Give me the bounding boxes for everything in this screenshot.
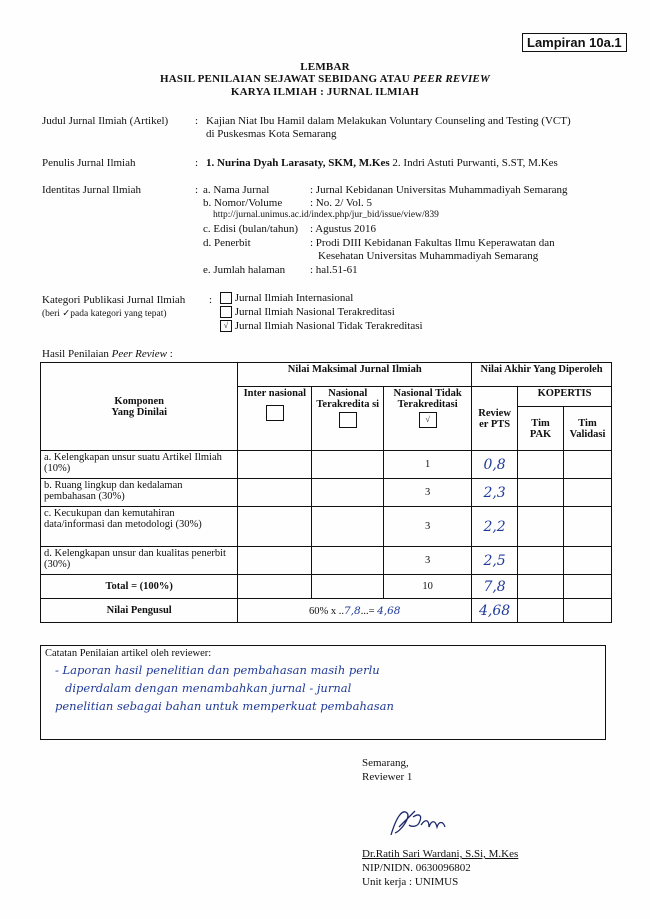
checkbox-internasional[interactable]: [220, 292, 232, 304]
row-c-score[interactable]: 2,2: [472, 507, 518, 547]
penerbit-value-2: Kesehatan Universitas Muhammadiyah Semarang: [318, 250, 539, 262]
row-b-score[interactable]: 2,3: [472, 479, 518, 507]
header-tim-pak: Tim PAK: [518, 407, 564, 451]
kategori-option-1-label: Jurnal Ilmiah Internasional: [234, 292, 354, 304]
catatan-line-3: penelitian sebagai bahan untuk memperkuat pembahasan: [55, 699, 394, 713]
sign-city: Semarang,: [362, 757, 409, 769]
pengusul-score[interactable]: 4,68: [472, 599, 518, 623]
judul-value-1: Kajian Niat Ibu Hamil dalam Melakukan Voluntary Counseling and Testing (VCT): [206, 115, 571, 127]
checkbox-table-tidak[interactable]: √: [419, 412, 437, 428]
row-d-validasi: [563, 547, 611, 575]
pengusul-pak: [518, 599, 564, 623]
catatan-box[interactable]: [40, 645, 606, 740]
edisi-key: c. Edisi (bulan/tahun): [203, 223, 299, 235]
penulis-2: 2. Indri Astuti Purwanti, S.ST, M.Kes: [389, 157, 558, 169]
pengusul-formula: [238, 599, 472, 623]
pengusul-formula-d: 4,68: [377, 604, 401, 617]
row-d-pak: [518, 547, 564, 575]
header-nilai-akhir: Nilai Akhir Yang Diperoleh: [472, 363, 612, 387]
nomor-key: b. Nomor/Volume: [203, 197, 283, 209]
total-row: [41, 575, 612, 599]
catatan-line-2: diperdalam dengan menambahkan jurnal - jurnal: [65, 681, 352, 695]
total-validasi: [563, 575, 611, 599]
halaman-value: : hal.51-61: [310, 264, 358, 276]
row-d-score[interactable]: 2,5: [472, 547, 518, 575]
header-komponen: [41, 363, 238, 451]
header-nasional: [312, 387, 384, 451]
header-tidak-terakreditasi: [384, 387, 472, 451]
row-a-pak: [518, 451, 564, 479]
inter-label: Inter nasional: [243, 388, 307, 399]
row-b-pak: [518, 479, 564, 507]
hasil-label-a: Hasil Penilaian: [42, 348, 112, 360]
row-d-nas: [312, 547, 384, 575]
title-2-text: HASIL PENILAIAN SEJAWAT SEBIDANG ATAU: [160, 73, 413, 85]
penilaian-table: [40, 362, 612, 623]
sign-name: Dr.Ratih Sari Wardani, S.Si, M.Kes: [362, 848, 519, 860]
tidak-label: Nasional Tidak Terakreditasi: [393, 388, 462, 410]
catatan-label: Catatan Penilaian artikel oleh reviewer:: [45, 648, 212, 659]
kategori-option-1[interactable]: [220, 292, 353, 304]
total-nas: [312, 575, 384, 599]
row-b-inter: [238, 479, 312, 507]
table-row: [41, 479, 612, 507]
judul-label: Judul Jurnal Ilmiah (Artikel): [42, 115, 169, 127]
identitas-label: Identitas Jurnal Ilmiah: [42, 184, 141, 196]
pengusul-formula-c: ...=: [360, 605, 378, 617]
kategori-option-2[interactable]: [220, 306, 395, 318]
pengusul-row: [41, 599, 612, 623]
catatan-line-1: - Laporan hasil penelitian dan pembahasan masih perlu: [55, 663, 380, 677]
total-inter: [238, 575, 312, 599]
row-b-max: 3: [384, 479, 472, 507]
row-a-validasi: [563, 451, 611, 479]
halaman-key: e. Jumlah halaman: [203, 264, 286, 276]
total-max: 10: [384, 575, 472, 599]
pengusul-formula-a: 60% x ..: [308, 605, 344, 617]
jurnal-url: http://jurnal.unimus.ac.id/index.php/jur_bid/issue/view/839: [213, 210, 439, 220]
row-a-nas: [312, 451, 384, 479]
hasil-label: [42, 348, 173, 360]
kategori-option-3-label: Jurnal Ilmiah Nasional Tidak Terakreditasi: [234, 320, 423, 332]
header-internasional: [238, 387, 312, 451]
row-a-label: a. Kelengkapan unsur suatu Artikel Ilmiah (10%): [41, 451, 238, 479]
total-label: Total = (100%): [41, 575, 238, 599]
identitas-colon: :: [195, 184, 199, 196]
row-b-validasi: [563, 479, 611, 507]
doc-title-3: KARYA ILMIAH : JURNAL ILMIAH: [230, 86, 420, 98]
title-2-italic: PEER REVIEW: [412, 73, 490, 85]
row-d-inter: [238, 547, 312, 575]
nas-label: Nasional Terakredita si: [316, 388, 380, 410]
row-c-validasi: [563, 507, 611, 547]
table-row: [41, 547, 612, 575]
pengusul-formula-b: 7,8: [343, 604, 361, 617]
header-tim-validasi: Tim Validasi: [563, 407, 611, 451]
kategori-label: Kategori Publikasi Jurnal Ilmiah: [42, 294, 186, 306]
kategori-option-3[interactable]: [220, 320, 423, 332]
penerbit-key: d. Penerbit: [203, 237, 251, 249]
sign-role: Reviewer 1: [362, 771, 413, 783]
penulis-label: Penulis Jurnal Ilmiah: [42, 157, 136, 169]
total-pak: [518, 575, 564, 599]
checkbox-table-nasional[interactable]: [339, 412, 357, 428]
penulis-value: [206, 157, 558, 169]
row-a-score[interactable]: 0,8: [472, 451, 518, 479]
pengusul-validasi: [563, 599, 611, 623]
header-nilai-maks: Nilai Maksimal Jurnal Ilmiah: [238, 363, 472, 387]
kategori-hint: (beri ✓pada kategori yang tepat): [42, 309, 167, 319]
pengusul-label: Nilai Pengusul: [41, 599, 238, 623]
nama-jurnal-key: a. Nama Jurnal: [203, 184, 270, 196]
doc-title-1: LEMBAR: [300, 61, 350, 73]
lampiran-label: Lampiran 10a.1: [522, 33, 627, 52]
penulis-colon: :: [195, 157, 199, 169]
sign-unit: Unit kerja : UNIMUS: [362, 876, 459, 888]
sign-nip: NIP/NIDN. 0630096802: [362, 862, 471, 874]
nama-jurnal-value: : Jurnal Kebidanan Universitas Muhammadiyah Semarang: [310, 184, 568, 196]
row-d-max: 3: [384, 547, 472, 575]
row-d-label: d. Kelengkapan unsur dan kualitas penerbit (30%): [41, 547, 238, 575]
row-c-pak: [518, 507, 564, 547]
row-a-max: 1: [384, 451, 472, 479]
row-c-nas: [312, 507, 384, 547]
edisi-value: : Agustus 2016: [310, 223, 377, 235]
kategori-colon: :: [209, 294, 213, 306]
hasil-label-b: Peer Review: [111, 348, 167, 360]
row-c-max: 3: [384, 507, 472, 547]
header-kopertis: KOPERTIS: [518, 387, 612, 407]
judul-colon: :: [195, 115, 199, 127]
checkbox-tidak-terakreditasi[interactable]: √: [220, 320, 232, 332]
judul-value-2: di Puskesmas Kota Semarang: [206, 128, 337, 140]
yang-dinilai-label: Yang Dinilai: [111, 406, 168, 418]
row-c-label: c. Kecukupan dan kemutahiran data/informasi dan metodologi (30%): [41, 507, 238, 547]
komponen-label: Komponen: [114, 395, 164, 407]
row-b-label: b. Ruang lingkup dan kedalaman pembahasan (30%): [41, 479, 238, 507]
checkbox-table-inter[interactable]: [266, 405, 284, 421]
doc-title-2: [0, 73, 650, 85]
penerbit-value: : Prodi DIII Kebidanan Fakultas Ilmu Keperawatan dan: [310, 237, 555, 249]
row-b-nas: [312, 479, 384, 507]
checkbox-terakreditasi[interactable]: [220, 306, 232, 318]
header-reviewer: Review er PTS: [472, 387, 518, 451]
row-c-inter: [238, 507, 312, 547]
nomor-value: : No. 2/ Vol. 5: [310, 197, 372, 209]
kategori-option-2-label: Jurnal Ilmiah Nasional Terakreditasi: [234, 306, 395, 318]
row-a-inter: [238, 451, 312, 479]
table-row: [41, 451, 612, 479]
penulis-1: 1. Nurina Dyah Larasaty, SKM, M.Kes: [206, 157, 390, 169]
total-score[interactable]: 7,8: [472, 575, 518, 599]
signature-image: [385, 805, 465, 840]
hasil-label-c: :: [166, 348, 173, 360]
table-row: [41, 507, 612, 547]
